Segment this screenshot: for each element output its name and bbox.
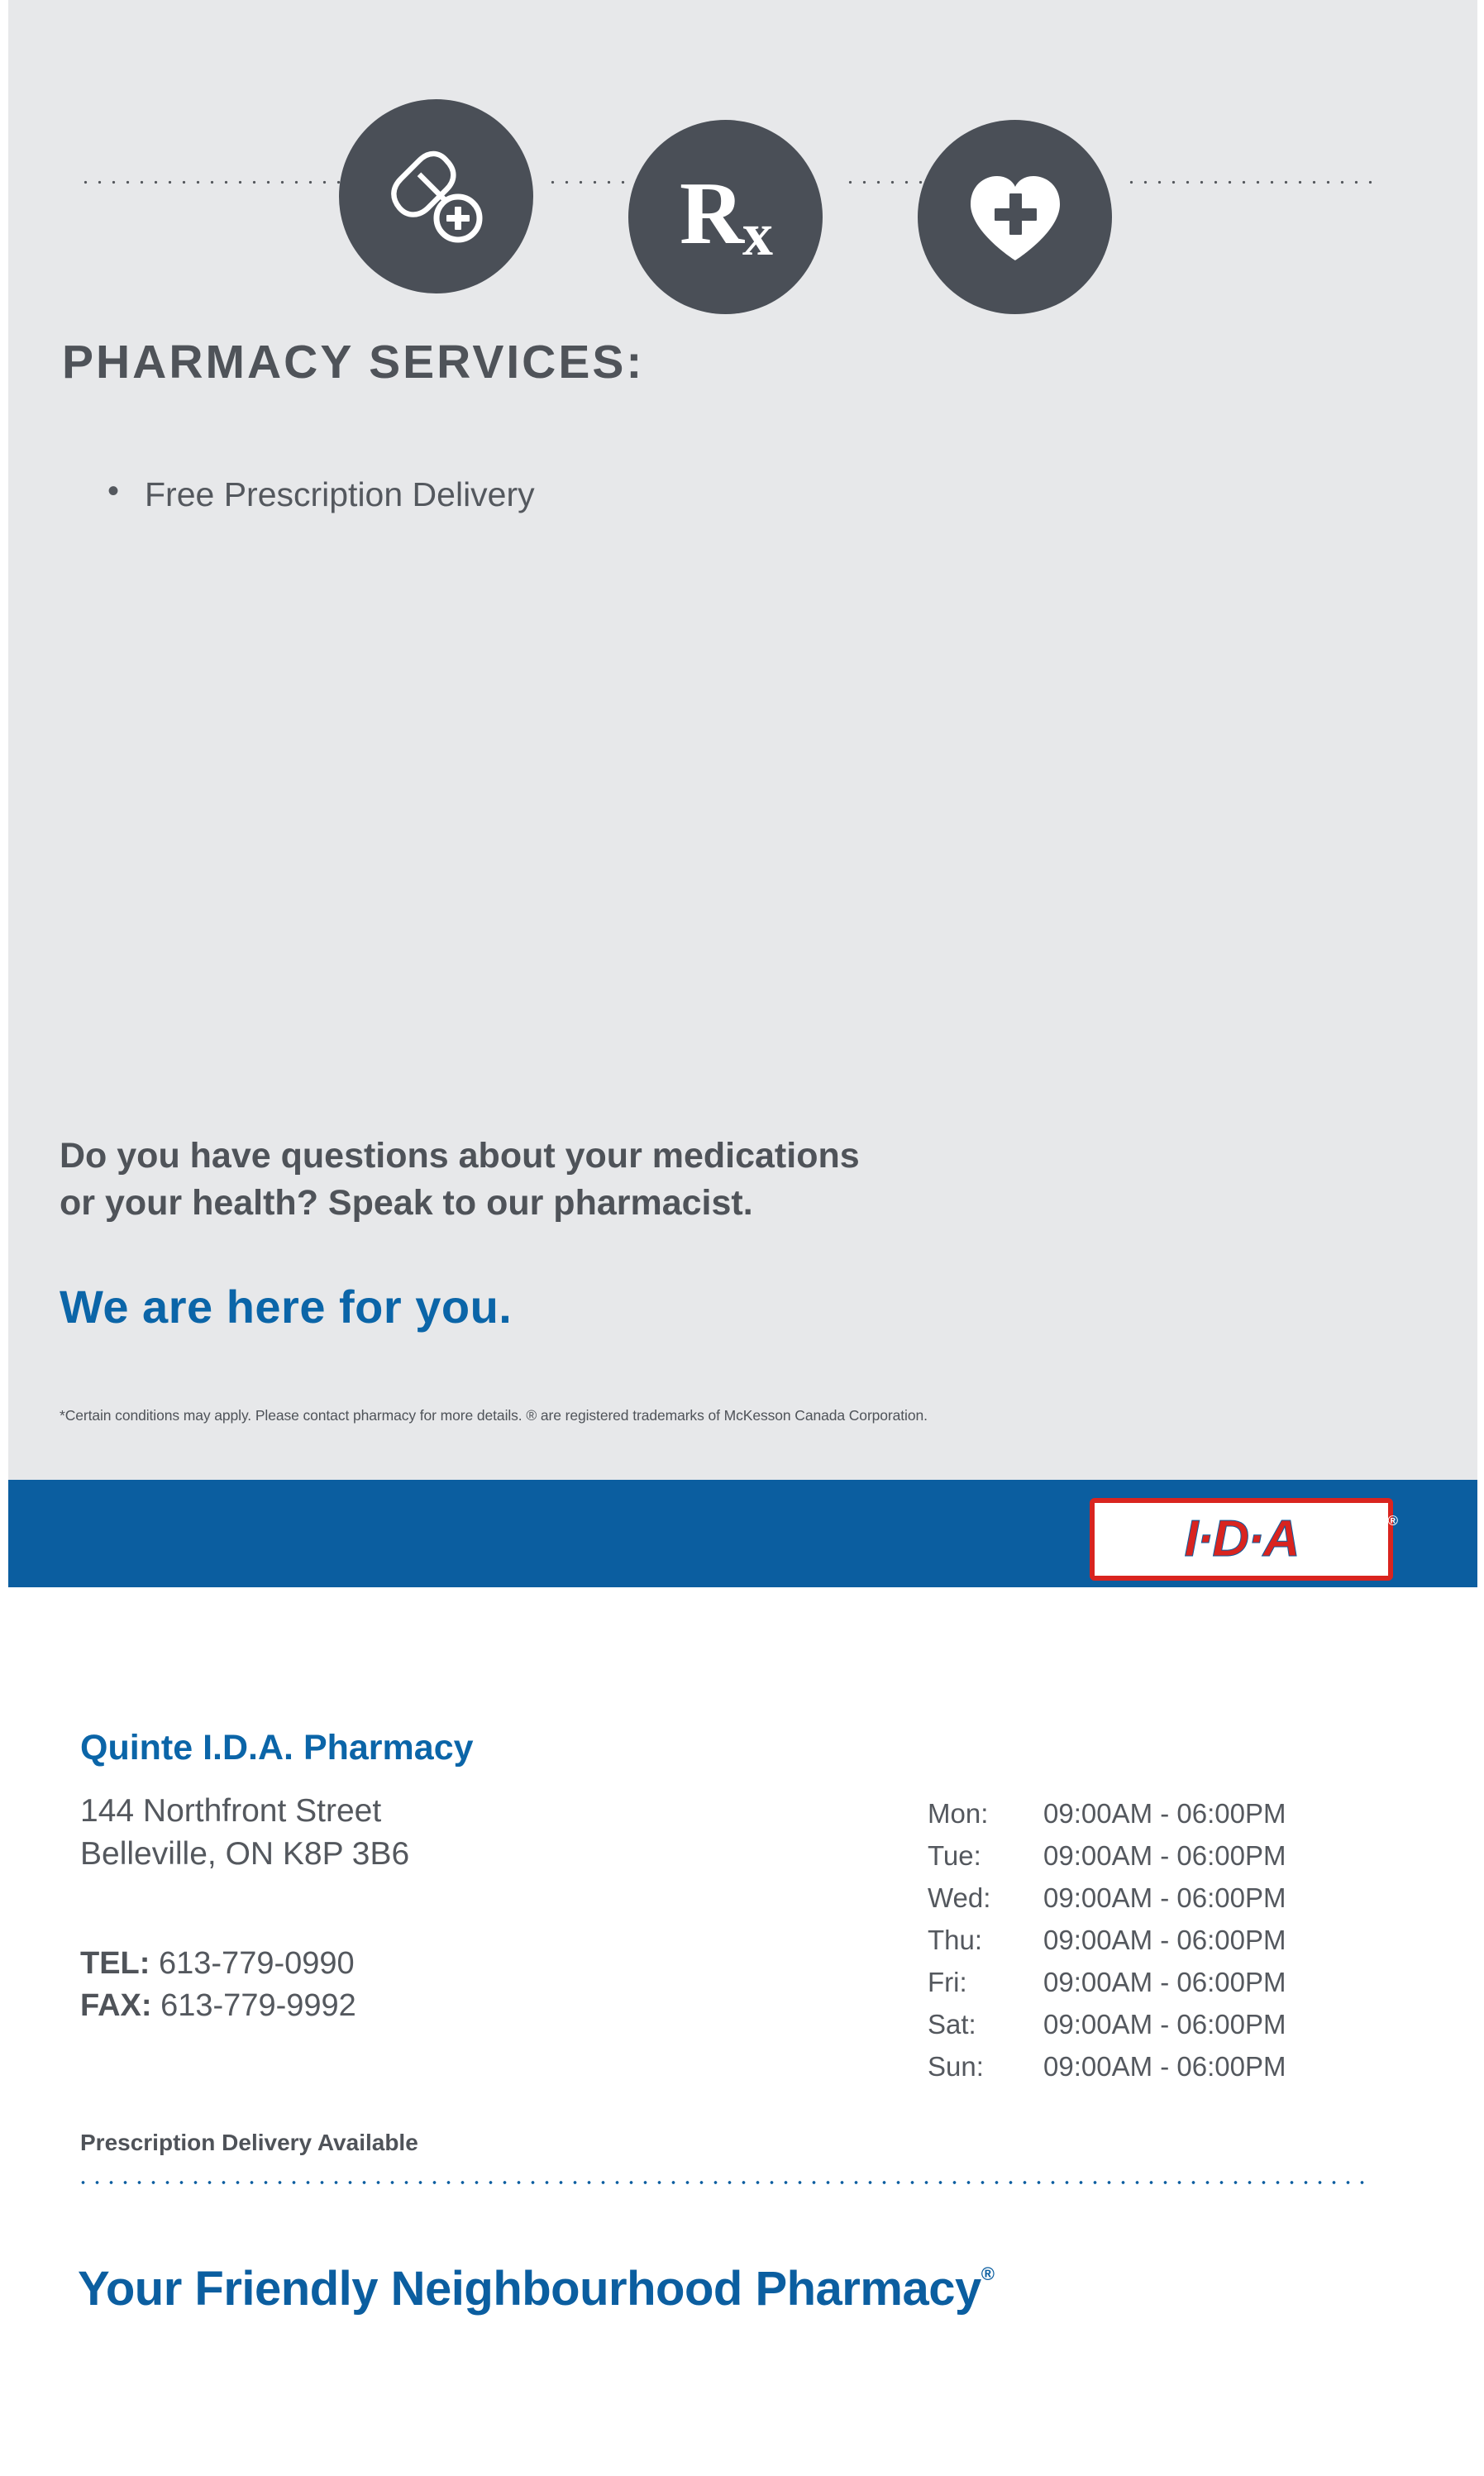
telephone-row [80,1943,356,1985]
dotted-divider [76,2180,1374,2185]
services-list [99,475,535,529]
ida-logo [1090,1498,1393,1581]
ida-logo-text: I·D·A [1184,1510,1299,1567]
telephone-label: TEL: [80,1946,150,1981]
question-line-1: Do you have questions about your medications [60,1136,860,1176]
fax-value: 613-779-9992 [160,1987,356,2023]
hours-time: 09:00AM - 06:00PM [1043,2051,1286,2082]
hours-day: Tue: [928,1840,981,1871]
fax-row [80,1985,356,2027]
fax-label: FAX: [80,1987,152,2023]
tagline-registered-mark: ® [981,2264,995,2284]
store-name: Quinte I.D.A. Pharmacy [80,1728,474,1768]
telephone-value: 613-779-0990 [159,1946,355,1981]
table-row [928,2009,1286,2051]
hours-day: Sat: [928,2009,976,2039]
disclaimer-text: *Certain conditions may apply. Please contact pharmacy for more details. ® are registered trademarks of McKesson Canada Corporation. [60,1407,928,1424]
left-page-edge [0,0,8,2476]
table-row [928,2051,1286,2093]
store-contact [80,1943,356,2026]
hours-day: Thu: [928,1925,983,1955]
store-address [80,1790,409,1876]
hours-table [928,1798,1286,2093]
page-title: PHARMACY SERVICES: [62,336,645,389]
dotted-rule-mid-2 [843,180,926,184]
icon-row [0,83,1484,281]
question-line-2: or your health? Speak to our pharmacist. [60,1182,753,1223]
address-line-2: Belleville, ON K8P 3B6 [80,1835,410,1872]
table-row [928,1967,1286,2009]
hours-time: 09:00AM - 06:00PM [1043,1840,1286,1871]
hours-time: 09:00AM - 06:00PM [1043,1882,1286,1913]
heart-plus-icon [918,120,1112,314]
hours-day: Wed: [928,1882,991,1913]
table-row [928,1840,1286,1882]
question-block [60,1133,1233,1227]
rx-letter: R [680,164,742,263]
hours-time: 09:00AM - 06:00PM [1043,1798,1286,1829]
table-row [928,1798,1286,1840]
hours-time: 09:00AM - 06:00PM [1043,1967,1286,1997]
table-row [928,1925,1286,1967]
delivery-note: Prescription Delivery Available [80,2130,418,2155]
tagline [78,2261,994,2316]
here-for-you-headline: We are here for you. [60,1281,513,1333]
tagline-text: Your Friendly Neighbourhood Pharmacy [78,2262,981,2316]
hours-time: 09:00AM - 06:00PM [1043,1925,1286,1955]
list-item: • Free Prescription Delivery [99,475,535,514]
rx-prescription-icon [628,120,823,314]
store-hours [928,1798,1286,2093]
dotted-rule-left [79,180,343,184]
dotted-rule-right [1124,180,1372,184]
dotted-rule-mid-1 [546,180,641,184]
address-line-1: 144 Northfront Street [80,1793,382,1829]
right-page-edge [1477,0,1484,2476]
hours-day: Mon: [928,1798,989,1829]
pill-capsule-plus-icon [339,99,533,293]
hours-day: Fri: [928,1967,967,1997]
hours-time: 09:00AM - 06:00PM [1043,2009,1286,2039]
table-row [928,1882,1286,1925]
rx-subscript: x [742,200,771,269]
hours-day: Sun: [928,2051,984,2082]
registered-mark: ® [1387,1513,1398,1529]
